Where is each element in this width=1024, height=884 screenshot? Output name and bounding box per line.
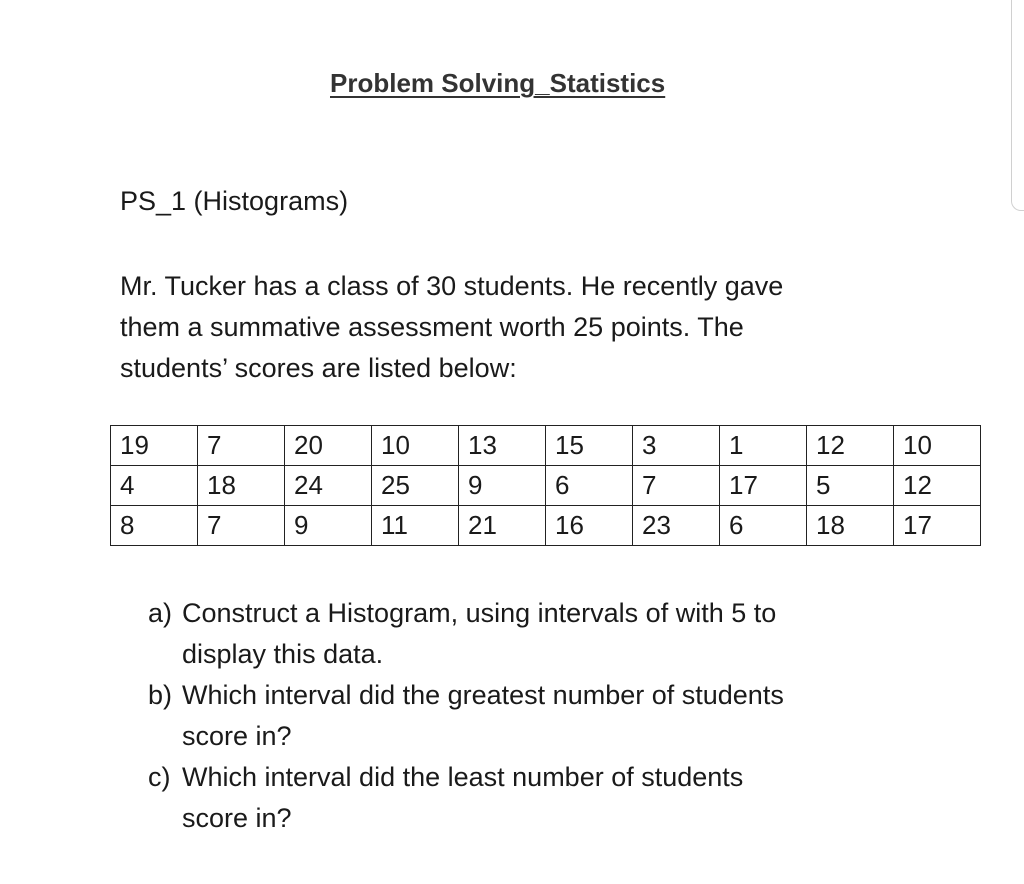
question-marker: b)	[148, 680, 173, 710]
table-cell: 18	[807, 506, 894, 546]
table-cell: 7	[198, 426, 285, 466]
question-line: score in?	[182, 721, 292, 751]
table-cell: 9	[459, 466, 546, 506]
table-cell: 4	[111, 466, 198, 506]
problem-statement	[120, 266, 880, 389]
problem-line: Mr. Tucker has a class of 30 students. He recently gave	[120, 271, 784, 301]
table-cell: 7	[198, 506, 285, 546]
table-cell: 25	[372, 466, 459, 506]
question-line: score in?	[182, 803, 292, 833]
table-cell: 19	[111, 426, 198, 466]
table-cell: 8	[111, 506, 198, 546]
table-cell: 7	[633, 466, 720, 506]
question-line: display this data.	[182, 639, 384, 669]
table-cell: 1	[720, 426, 807, 466]
question-item	[148, 757, 908, 839]
table-cell: 5	[807, 466, 894, 506]
table-cell: 3	[633, 426, 720, 466]
page-title: Problem Solving_Statistics	[330, 68, 666, 98]
table-cell: 6	[546, 466, 633, 506]
table-cell: 13	[459, 426, 546, 466]
table-cell: 23	[633, 506, 720, 546]
problem-line: students’ scores are listed below:	[120, 353, 517, 383]
question-line: Construct a Histogram, using intervals of with 5 to	[182, 598, 777, 628]
question-list	[148, 593, 908, 839]
question-item	[148, 593, 908, 675]
table-cell: 12	[894, 466, 981, 506]
table-cell: 17	[894, 506, 981, 546]
table-cell: 9	[285, 506, 372, 546]
section-heading: PS_1 (Histograms)	[120, 186, 349, 216]
table-cell: 10	[894, 426, 981, 466]
table-cell: 20	[285, 426, 372, 466]
table-cell: 18	[198, 466, 285, 506]
table-cell: 15	[546, 426, 633, 466]
question-line: Which interval did the least number of students	[182, 762, 744, 792]
question-marker: c)	[148, 762, 171, 792]
page-edge-decoration	[1011, 0, 1024, 211]
table-cell: 11	[372, 506, 459, 546]
question-item	[148, 675, 908, 757]
table-row	[111, 506, 981, 546]
table-cell: 12	[807, 426, 894, 466]
table-row	[111, 426, 981, 466]
table-row	[111, 466, 981, 506]
table-cell: 6	[720, 506, 807, 546]
table-cell: 10	[372, 426, 459, 466]
table-cell: 16	[546, 506, 633, 546]
problem-line: them a summative assessment worth 25 points. The	[120, 312, 744, 342]
question-marker: a)	[148, 598, 173, 628]
table-cell: 24	[285, 466, 372, 506]
question-line: Which interval did the greatest number of students	[182, 680, 784, 710]
scores-table	[110, 425, 981, 546]
table-cell: 21	[459, 506, 546, 546]
table-cell: 17	[720, 466, 807, 506]
